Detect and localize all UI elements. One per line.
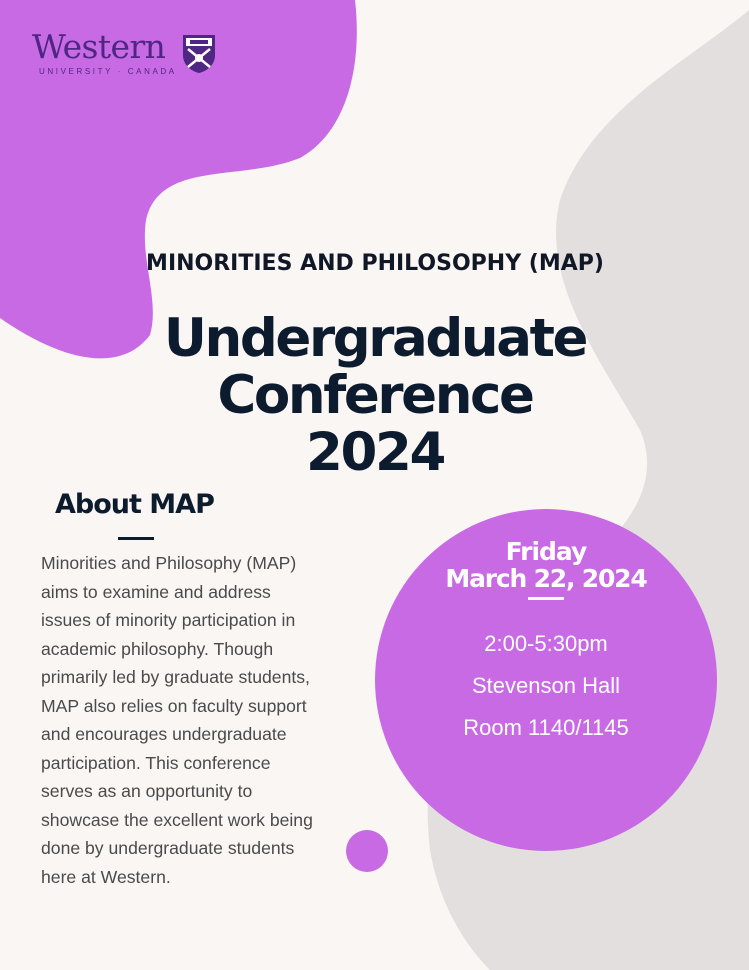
university-crest-icon [182,34,216,74]
event-room: Room 1140/1145 [463,715,629,740]
event-time: 2:00-5:30pm [484,631,608,656]
title-line-3: 2024 [306,422,444,483]
logo-subtitle: UNIVERSITY · CANADA [39,67,177,76]
date-underline [528,597,564,600]
small-dot [346,830,388,872]
event-day: Friday [505,537,587,566]
event-date: March 22, 2024 [445,564,647,593]
conference-title [100,310,650,481]
conference-pre-title: MINORITIES AND PHILOSOPHY (MAP) [146,251,604,276]
event-location: Stevenson Hall [472,673,620,698]
about-underline [118,537,154,540]
logo-wordmark: Western [32,27,166,66]
western-logo [32,27,216,76]
title-line-1: Undergraduate [163,308,587,369]
about-heading: About MAP [55,489,214,520]
about-body: Minorities and Philosophy (MAP) aims to examine and address issues of minority participation in academic philosophy. Though primarily led by graduate students, MAP also relies on faculty support and encourages undergraduate participation. This conference serves as an opportunity to showcase the excellent work being done by undergraduate students here at Western. [41,553,313,887]
title-line-2: Conference [217,365,533,426]
